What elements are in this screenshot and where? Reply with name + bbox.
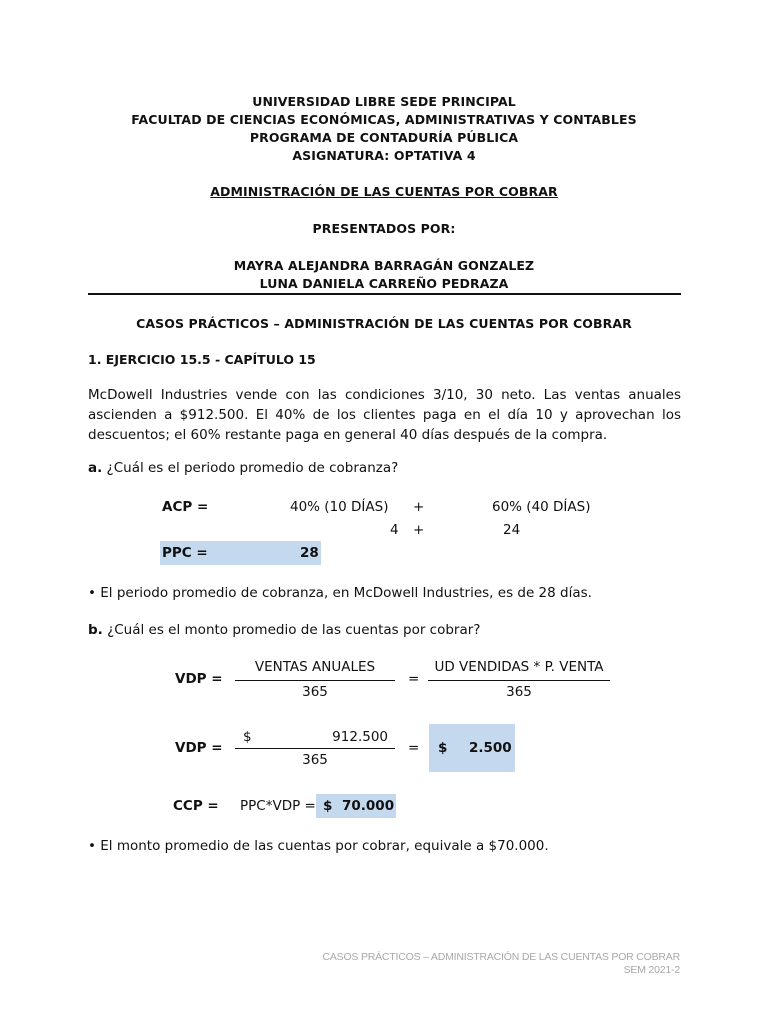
acp-value-1: 4 xyxy=(390,522,399,538)
vdp-fraction-line-right xyxy=(428,680,610,681)
subject-title: ADMINISTRACIÓN DE LAS CUENTAS POR COBRAR xyxy=(210,184,558,199)
question-a xyxy=(88,460,398,476)
acp-term-2: 60% (40 DÍAS) xyxy=(492,499,591,515)
ppc-label: PPC = xyxy=(162,545,208,561)
acp-term-1: 40% (10 DÍAS) xyxy=(290,499,389,515)
question-b-label: b. xyxy=(88,622,103,638)
university-name: UNIVERSIDAD LIBRE SEDE PRINCIPAL xyxy=(252,94,516,109)
answer-b: • El monto promedio de las cuentas por cobrar, equivale a $70.000. xyxy=(88,838,549,854)
faculty-name: FACULTAD DE CIENCIAS ECONÓMICAS, ADMINISTRATIVAS Y CONTABLES xyxy=(131,112,637,127)
ppc-value: 28 xyxy=(300,545,319,561)
course-name: ASIGNATURA: OPTATIVA 4 xyxy=(292,148,476,163)
vdp-result-value: 2.500 xyxy=(469,740,512,756)
footer-title: CASOS PRÁCTICOS – ADMINISTRACIÓN DE LAS CUENTAS POR COBRAR xyxy=(322,951,680,963)
vdp-numerator-right: UD VENDIDAS * P. VENTA xyxy=(434,659,604,675)
author-1: MAYRA ALEJANDRA BARRAGÁN GONZALEZ xyxy=(233,258,535,273)
program-name: PROGRAMA DE CONTADURÍA PÚBLICA xyxy=(249,130,519,145)
header-divider xyxy=(88,293,681,295)
vdp-numerator-left: VENTAS ANUALES xyxy=(254,659,376,675)
vdp-label-1: VDP = xyxy=(175,671,223,687)
question-a-text: ¿Cuál es el periodo promedio de cobranza? xyxy=(102,460,399,476)
vdp-equals-2: = xyxy=(408,740,420,756)
ccp-result-currency: $ xyxy=(323,798,333,814)
question-b-text: ¿Cuál es el monto promedio de las cuentas por cobrar? xyxy=(102,622,481,638)
vdp-denominator-left: 365 xyxy=(302,684,328,700)
question-b xyxy=(88,622,480,638)
acp-plus-2: + xyxy=(413,522,425,538)
answer-a: • El periodo promedio de cobranza, en McDowell Industries, es de 28 días. xyxy=(88,585,592,601)
acp-value-2: 24 xyxy=(503,522,521,538)
presented-by-label: PRESENTADOS POR: xyxy=(312,221,456,236)
ccp-formula: PPC*VDP = xyxy=(240,798,316,814)
vdp-fraction-line-2 xyxy=(235,748,395,749)
vdp-denominator-right: 365 xyxy=(506,684,532,700)
section-title: CASOS PRÁCTICOS – ADMINISTRACIÓN DE LAS CUENTAS POR COBRAR xyxy=(136,316,632,331)
footer-semester: SEM 2021-2 xyxy=(623,964,680,976)
author-2: LUNA DANIELA CARREÑO PEDRAZA xyxy=(259,276,509,291)
ccp-label: CCP = xyxy=(173,798,219,814)
vdp-denominator-2: 365 xyxy=(302,752,328,768)
subject-title-wrap xyxy=(0,184,768,199)
vdp-fraction-line-left xyxy=(235,680,395,681)
exercise-title: 1. EJERCICIO 15.5 - CAPÍTULO 15 xyxy=(88,352,316,367)
vdp-label-2: VDP = xyxy=(175,740,223,756)
vdp-equals-1: = xyxy=(408,671,420,687)
problem-statement: McDowell Industries vende con las condiciones 3/10, 30 neto. Las ventas anuales ascienden a $912.500. El 40% de los clientes paga en el día 10 y aprovechan los descuentos; el 60% restante paga en general 40 días después de la compra. xyxy=(88,387,681,443)
vdp-numerator-currency: $ xyxy=(243,729,252,745)
acp-label: ACP = xyxy=(162,499,209,515)
ccp-result-value: 70.000 xyxy=(342,798,395,814)
vdp-numerator-value: 912.500 xyxy=(332,729,388,745)
acp-plus-1: + xyxy=(413,499,425,515)
vdp-result-currency: $ xyxy=(438,740,448,756)
footer xyxy=(322,951,680,977)
question-a-label: a. xyxy=(88,460,103,476)
